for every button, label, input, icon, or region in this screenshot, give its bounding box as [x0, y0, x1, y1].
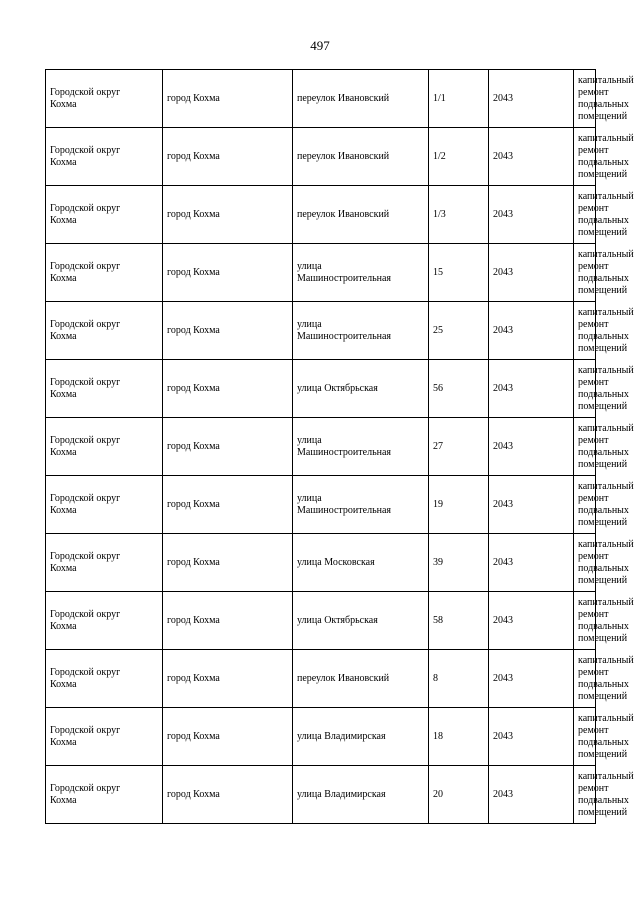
cell-house-number: 19	[429, 476, 489, 534]
cell-district-line: Кохма	[50, 620, 77, 632]
table-row	[46, 244, 596, 302]
cell-year: 2043	[489, 128, 574, 186]
cell-street	[293, 708, 429, 766]
cell-work-type-line: ремонт	[578, 202, 609, 214]
cell-district-line: Городской округ	[50, 260, 121, 272]
cell-house-number: 56	[429, 360, 489, 418]
cell-district-line: Кохма	[50, 678, 77, 690]
cell-work-type-line: ремонт	[578, 376, 609, 388]
cell-work-type-line: ремонт	[578, 260, 609, 272]
cell-district-line: Городской округ	[50, 492, 121, 504]
cell-work-type-line: подвальных	[578, 620, 629, 632]
cell-work-type-line: капитальный	[578, 538, 634, 550]
cell-work-type	[574, 128, 634, 186]
cell-work-type-line: помещений	[578, 806, 628, 818]
cell-work-type-line: помещений	[578, 226, 628, 238]
cell-year: 2043	[489, 70, 574, 128]
cell-city: город Кохма	[163, 650, 293, 708]
cell-district-line: Кохма	[50, 98, 77, 110]
cell-street	[293, 302, 429, 360]
cell-work-type-line: подвальных	[578, 794, 629, 806]
cell-work-type-line: ремонт	[578, 724, 609, 736]
cell-house-number: 27	[429, 418, 489, 476]
cell-street	[293, 70, 429, 128]
cell-district	[46, 650, 163, 708]
table-row	[46, 650, 596, 708]
cell-work-type-line: подвальных	[578, 388, 629, 400]
cell-city: город Кохма	[163, 186, 293, 244]
cell-year: 2043	[489, 418, 574, 476]
cell-street-line: переулок Ивановский	[297, 208, 390, 220]
cell-city: город Кохма	[163, 360, 293, 418]
cell-year: 2043	[489, 476, 574, 534]
cell-work-type-line: помещений	[578, 574, 628, 586]
cell-district-line: Кохма	[50, 504, 77, 516]
cell-district-line: Городской округ	[50, 724, 121, 736]
cell-district-line: Кохма	[50, 330, 77, 342]
cell-street-line: переулок Ивановский	[297, 150, 390, 162]
cell-work-type-line: капитальный	[578, 190, 634, 202]
cell-street	[293, 418, 429, 476]
cell-house-number: 58	[429, 592, 489, 650]
cell-district-line: Городской округ	[50, 434, 121, 446]
cell-street	[293, 360, 429, 418]
cell-house-number: 1/1	[429, 70, 489, 128]
cell-work-type-line: капитальный	[578, 596, 634, 608]
cell-city: город Кохма	[163, 592, 293, 650]
cell-district-line: Городской округ	[50, 666, 121, 678]
table-row	[46, 186, 596, 244]
cell-work-type-line: подвальных	[578, 504, 629, 516]
cell-house-number: 15	[429, 244, 489, 302]
cell-district-line: Городской округ	[50, 144, 121, 156]
cell-work-type	[574, 476, 634, 534]
cell-year: 2043	[489, 766, 574, 824]
cell-district	[46, 418, 163, 476]
cell-work-type-line: капитальный	[578, 248, 634, 260]
cell-house-number: 20	[429, 766, 489, 824]
cell-work-type-line: помещений	[578, 400, 628, 412]
cell-city: город Кохма	[163, 476, 293, 534]
cell-street-line: улица	[297, 434, 322, 446]
cell-year: 2043	[489, 708, 574, 766]
cell-street-line: улица	[297, 260, 322, 272]
cell-work-type	[574, 708, 634, 766]
cell-work-type-line: капитальный	[578, 74, 634, 86]
cell-house-number: 18	[429, 708, 489, 766]
cell-district	[46, 766, 163, 824]
cell-street-line: улица	[297, 318, 322, 330]
cell-district-line: Городской округ	[50, 550, 121, 562]
cell-work-type-line: ремонт	[578, 550, 609, 562]
table-row	[46, 592, 596, 650]
cell-city: город Кохма	[163, 128, 293, 186]
cell-work-type-line: подвальных	[578, 214, 629, 226]
cell-city: город Кохма	[163, 302, 293, 360]
cell-city: город Кохма	[163, 418, 293, 476]
cell-district	[46, 592, 163, 650]
cell-work-type-line: капитальный	[578, 306, 634, 318]
cell-house-number: 1/3	[429, 186, 489, 244]
cell-work-type-line: капитальный	[578, 712, 634, 724]
cell-district	[46, 534, 163, 592]
cell-street	[293, 766, 429, 824]
cell-work-type-line: капитальный	[578, 132, 634, 144]
cell-street-line: улица Октябрьская	[297, 614, 378, 626]
cell-street-line: улица Владимирская	[297, 730, 386, 742]
cell-work-type	[574, 592, 634, 650]
cell-work-type-line: помещений	[578, 516, 628, 528]
table-row	[46, 360, 596, 418]
cell-district-line: Кохма	[50, 214, 77, 226]
cell-district-line: Городской округ	[50, 376, 121, 388]
table-row	[46, 476, 596, 534]
cell-district-line: Кохма	[50, 446, 77, 458]
cell-work-type-line: помещений	[578, 342, 628, 354]
cell-work-type-line: подвальных	[578, 330, 629, 342]
table-row	[46, 766, 596, 824]
cell-street-line: Машиностроительная	[297, 272, 392, 284]
cell-work-type-line: ремонт	[578, 318, 609, 330]
cell-work-type	[574, 418, 634, 476]
cell-work-type	[574, 302, 634, 360]
cell-work-type-line: ремонт	[578, 782, 609, 794]
cell-district-line: Городской округ	[50, 608, 121, 620]
cell-street-line: улица Октябрьская	[297, 382, 378, 394]
cell-work-type-line: подвальных	[578, 678, 629, 690]
cell-work-type-line: помещений	[578, 690, 628, 702]
cell-work-type-line: ремонт	[578, 666, 609, 678]
cell-work-type	[574, 244, 634, 302]
cell-district	[46, 302, 163, 360]
cell-street-line: переулок Ивановский	[297, 672, 390, 684]
cell-district-line: Кохма	[50, 736, 77, 748]
cell-district	[46, 70, 163, 128]
cell-work-type	[574, 70, 634, 128]
table-row	[46, 418, 596, 476]
cell-house-number: 25	[429, 302, 489, 360]
page-number: 497	[310, 38, 330, 53]
cell-street	[293, 534, 429, 592]
cell-work-type-line: подвальных	[578, 562, 629, 574]
cell-work-type-line: капитальный	[578, 364, 634, 376]
cell-work-type-line: помещений	[578, 110, 628, 122]
cell-street	[293, 244, 429, 302]
cell-street-line: Машиностроительная	[297, 446, 392, 458]
cell-district-line: Городской округ	[50, 202, 121, 214]
cell-district-line: Кохма	[50, 794, 77, 806]
cell-year: 2043	[489, 186, 574, 244]
cell-year: 2043	[489, 650, 574, 708]
cell-district	[46, 360, 163, 418]
cell-city: город Кохма	[163, 70, 293, 128]
cell-district-line: Кохма	[50, 388, 77, 400]
cell-street	[293, 592, 429, 650]
housing-repair-table	[45, 69, 634, 824]
cell-city: город Кохма	[163, 244, 293, 302]
cell-district-line: Кохма	[50, 156, 77, 168]
cell-work-type-line: капитальный	[578, 480, 634, 492]
cell-district	[46, 128, 163, 186]
cell-district-line: Городской округ	[50, 782, 121, 794]
cell-work-type-line: ремонт	[578, 86, 609, 98]
cell-work-type-line: ремонт	[578, 608, 609, 620]
cell-district-line: Городской округ	[50, 86, 121, 98]
cell-street	[293, 650, 429, 708]
cell-street-line: Машиностроительная	[297, 330, 392, 342]
cell-year: 2043	[489, 360, 574, 418]
cell-district-line: Кохма	[50, 272, 77, 284]
cell-district	[46, 186, 163, 244]
table-row	[46, 708, 596, 766]
table-body	[46, 70, 634, 824]
cell-city: город Кохма	[163, 534, 293, 592]
cell-work-type-line: ремонт	[578, 492, 609, 504]
cell-work-type-line: подвальных	[578, 156, 629, 168]
table-row	[46, 70, 596, 128]
cell-district	[46, 244, 163, 302]
cell-street	[293, 186, 429, 244]
cell-work-type-line: подвальных	[578, 446, 629, 458]
cell-city: город Кохма	[163, 766, 293, 824]
cell-street-line: улица Владимирская	[297, 788, 386, 800]
cell-district-line: Городской округ	[50, 318, 121, 330]
cell-house-number: 39	[429, 534, 489, 592]
cell-work-type-line: ремонт	[578, 144, 609, 156]
cell-year: 2043	[489, 534, 574, 592]
cell-street-line: улица	[297, 492, 322, 504]
table-row	[46, 534, 596, 592]
cell-work-type	[574, 360, 634, 418]
cell-work-type-line: помещений	[578, 748, 628, 760]
cell-street	[293, 476, 429, 534]
cell-work-type	[574, 186, 634, 244]
cell-city: город Кохма	[163, 708, 293, 766]
cell-street-line: улица Московская	[297, 556, 375, 568]
cell-year: 2043	[489, 592, 574, 650]
cell-work-type	[574, 534, 634, 592]
cell-year: 2043	[489, 244, 574, 302]
cell-year: 2043	[489, 302, 574, 360]
cell-street	[293, 128, 429, 186]
cell-house-number: 8	[429, 650, 489, 708]
cell-work-type-line: ремонт	[578, 434, 609, 446]
cell-district-line: Кохма	[50, 562, 77, 574]
cell-work-type	[574, 766, 634, 824]
cell-work-type-line: подвальных	[578, 736, 629, 748]
cell-work-type-line: помещений	[578, 284, 628, 296]
cell-work-type	[574, 650, 634, 708]
cell-house-number: 1/2	[429, 128, 489, 186]
cell-work-type-line: подвальных	[578, 98, 629, 110]
cell-district	[46, 708, 163, 766]
cell-street-line: Машиностроительная	[297, 504, 392, 516]
cell-work-type-line: помещений	[578, 168, 628, 180]
table-row	[46, 302, 596, 360]
cell-work-type-line: капитальный	[578, 654, 634, 666]
cell-work-type-line: помещений	[578, 458, 628, 470]
cell-work-type-line: капитальный	[578, 770, 634, 782]
cell-district	[46, 476, 163, 534]
table-row	[46, 128, 596, 186]
cell-work-type-line: капитальный	[578, 422, 634, 434]
cell-street-line: переулок Ивановский	[297, 92, 390, 104]
cell-work-type-line: подвальных	[578, 272, 629, 284]
cell-work-type-line: помещений	[578, 632, 628, 644]
